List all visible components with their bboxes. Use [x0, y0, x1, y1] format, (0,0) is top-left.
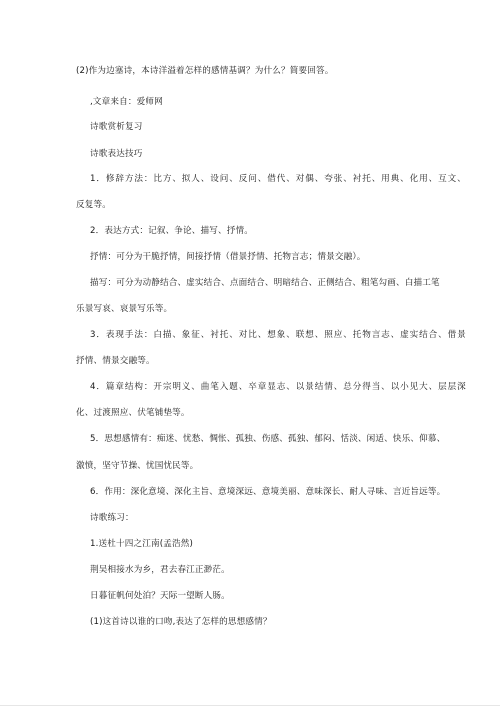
description-continued: 乐景写哀、哀景写乐等。	[76, 304, 173, 314]
description-note: 描写：可分为动静结合、虚实结合、点面结合、明暗结合、正侧结合、粗笔勾画、白描工笔	[90, 278, 440, 288]
item-5-feelings: 5．思想感情有：痴迷、忧愁、惆怅、孤独、伤感、孤独、郁闷、恬淡、闲适、快乐、仰慕、	[90, 434, 446, 444]
poem-line-1: 荆吴相接水为乡，君去春江正渺茫。	[90, 565, 230, 575]
page-bottom-divider	[0, 705, 500, 706]
poem-title: 1.送杜十四之江南(孟浩然)	[90, 539, 193, 549]
item-4-continued: 化、过渡照应、伏笔铺垫等。	[76, 408, 190, 418]
practice-heading: 诗歌练习：	[90, 513, 134, 523]
item-1-continued: 反复等。	[76, 200, 111, 210]
question-2: (2)作为边塞诗，本诗洋溢着怎样的感情基调？为什么？简要回答。	[76, 66, 334, 76]
item-1-rhetoric: 1．修辞方法：比方、拟人、设问、反问、借代、对偶、夸张、衬托、用典、化用、互文、	[90, 174, 467, 184]
section-heading-techniques: 诗歌表达技巧	[90, 149, 143, 159]
item-3-continued: 抒情、情景交融等。	[76, 356, 155, 366]
item-2-expression: 2．表达方式：记叙、争论、描写、抒情。	[90, 226, 254, 236]
item-4-structure: 4．篇章结构：开宗明义、曲笔入题、卒章显志、以景结情、总分得当、以小见大、层层深	[90, 382, 467, 392]
item-3-methods: 3．表现手法：白描、象征、衬托、对比、想象、联想、照应、托物言志、虚实结合、借景	[90, 330, 467, 340]
item-5-continued: 激愤，坚守节操、忧国忧民等。	[76, 461, 199, 471]
item-6-function: 6．作用：深化意境、深化主旨、意境深远、意境美丽、意味深长、耐人寻味、言近旨远等。	[90, 487, 446, 497]
source-line: ,文章来自：爱师网	[90, 97, 163, 107]
section-heading-review: 诗歌赏析复习	[90, 122, 143, 132]
practice-question-1: (1)这首诗以谁的口吻,表达了怎样的思想感情？	[90, 617, 272, 627]
lyric-note: 抒情：可分为干脆抒情，间接抒情（借景抒情、托物言志；情景交融）。	[90, 252, 366, 262]
poem-line-2: 日暮征帆何处泊？天际一望断人肠。	[90, 591, 230, 601]
